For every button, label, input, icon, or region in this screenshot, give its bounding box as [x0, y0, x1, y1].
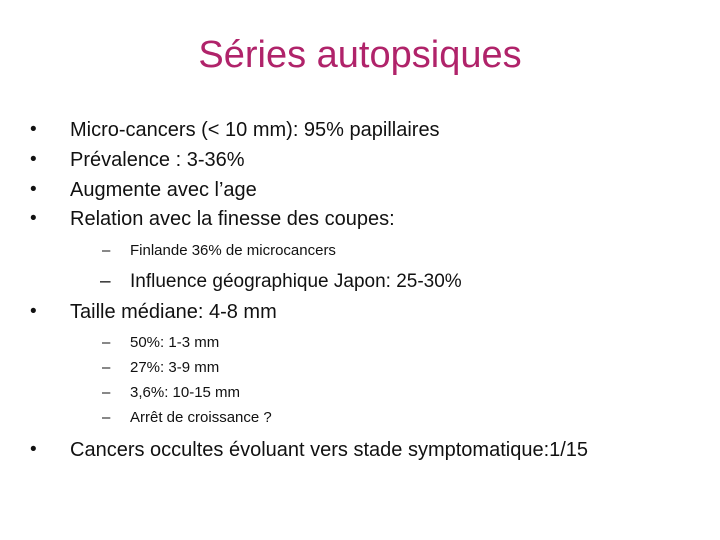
bullet-marker: • — [30, 208, 37, 229]
bullet-marker: • — [30, 301, 37, 322]
sub-item-text: 50%: 1-3 mm — [130, 334, 220, 351]
dash-marker: – — [102, 384, 111, 401]
bullet-text: Relation avec la finesse des coupes: — [70, 208, 395, 230]
dash-marker: – — [102, 334, 111, 351]
sub-item-text: 27%: 3-9 mm — [130, 359, 220, 376]
bullet-text: Augmente avec l’age — [70, 179, 257, 201]
bullet-marker: • — [30, 179, 37, 200]
slide-title: Séries autopsiques — [198, 34, 522, 76]
bullet-text: Cancers occultes évoluant vers stade symptomatique:1/15 — [70, 439, 589, 461]
bullet-marker: • — [30, 149, 37, 170]
dash-marker: – — [102, 359, 111, 376]
dash-marker: – — [102, 242, 111, 259]
dash-marker: – — [100, 271, 111, 292]
dash-marker: – — [102, 409, 111, 426]
sub-item-text: Finlande 36% de microcancers — [130, 242, 336, 259]
sub-item-text: Influence géographique Japon: 25-30% — [130, 271, 462, 292]
bullet-text: Taille médiane: 4-8 mm — [70, 301, 277, 323]
bullet-marker: • — [30, 439, 37, 460]
bullet-marker: • — [30, 119, 37, 140]
sub-item-text: Arrêt de croissance ? — [130, 409, 272, 426]
bullet-text: Prévalence : 3-36% — [70, 149, 245, 171]
sub-item-text: 3,6%: 10-15 mm — [130, 384, 241, 401]
bullet-text: Micro-cancers (< 10 mm): 95% papillaires — [70, 119, 440, 141]
